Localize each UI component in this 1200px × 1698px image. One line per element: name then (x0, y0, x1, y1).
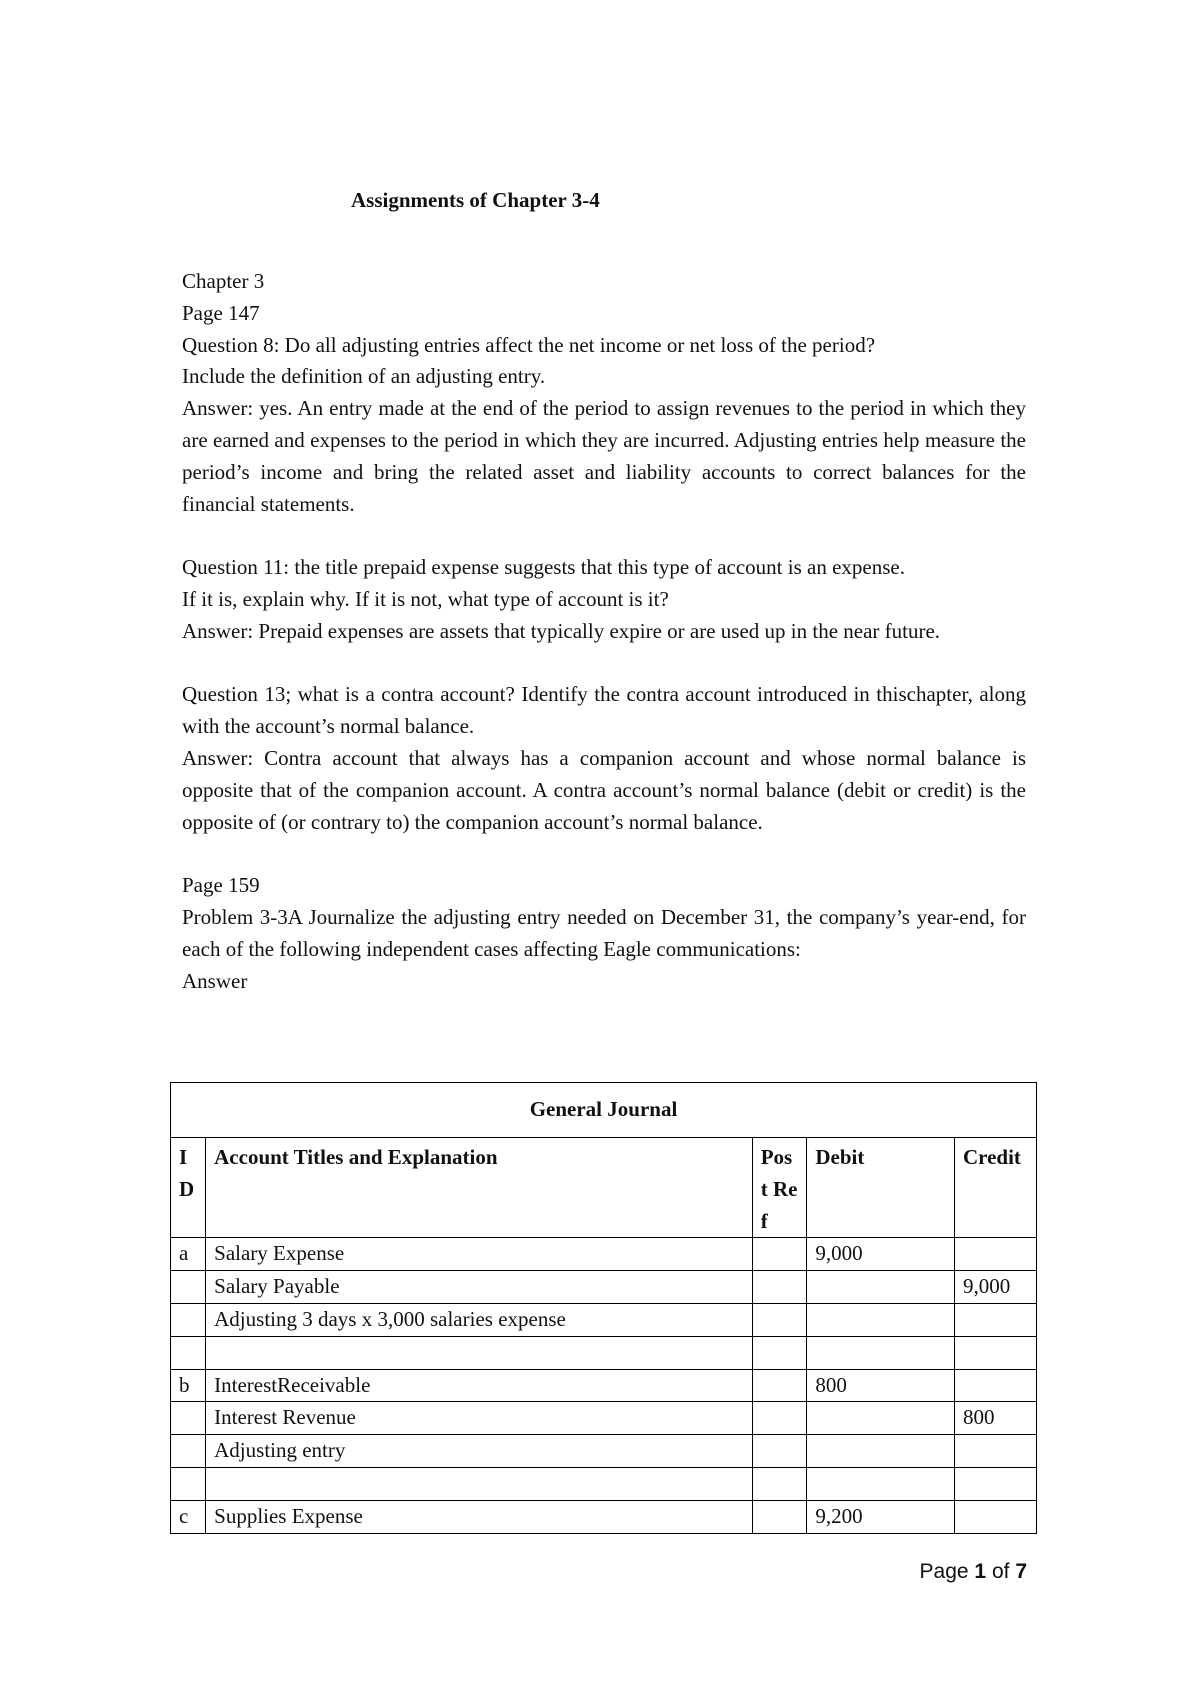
table-row (171, 1238, 1037, 1271)
table-row (171, 1435, 1037, 1468)
cell-debit: 9,000 (807, 1238, 955, 1271)
question-11-line2: If it is, explain why. If it is not, what type of account is it? (182, 586, 669, 611)
cell-id (171, 1467, 206, 1500)
cell-post-ref (752, 1238, 807, 1271)
answer-label: Answer (182, 968, 248, 993)
cell-credit (954, 1238, 1036, 1271)
table-row (171, 1336, 1037, 1369)
cell-id (171, 1336, 206, 1369)
page-word: Page (919, 1560, 969, 1583)
cell-credit (954, 1435, 1036, 1468)
column-header-debit: Debit (807, 1138, 955, 1238)
cell-id (171, 1435, 206, 1468)
cell-post-ref (752, 1271, 807, 1304)
document-title: Assignments of Chapter 3-4 (351, 188, 600, 212)
cell-id (171, 1402, 206, 1435)
total-page-count: 7 (1015, 1560, 1027, 1583)
cell-account: Salary Payable (206, 1271, 753, 1304)
answer-11: Answer: Prepaid expenses are assets that typically expire or are used up in the near future. (182, 618, 941, 643)
table-row (171, 1369, 1037, 1402)
cell-post-ref (752, 1467, 807, 1500)
table-row (171, 1303, 1037, 1336)
cell-id: c (171, 1500, 206, 1533)
question-11-line1: Question 11: the title prepaid expense suggests that this type of account is an expense. (182, 555, 905, 580)
cell-post-ref (752, 1402, 807, 1435)
question-13: Question 13; what is a contra account? Identify the contra account introduced in thischapter, along with the account’s normal balance. (182, 682, 1026, 739)
answer-13: Answer: Contra account that always has a companion account and whose normal balance is opposite that of the companion account. A contra account’s normal balance (debit or credit) is the opposite of (or contrary to) the companion account’s normal balance. (182, 745, 1026, 834)
table-row (171, 1402, 1037, 1435)
table-row (171, 1467, 1037, 1500)
journal-title: General Journal (171, 1083, 1037, 1138)
column-header-id: ID (171, 1138, 206, 1238)
cell-post-ref (752, 1336, 807, 1369)
of-word: of (991, 1560, 1010, 1583)
cell-debit (807, 1435, 955, 1468)
cell-account: Adjusting 3 days x 3,000 salaries expense (206, 1303, 753, 1336)
cell-credit (954, 1336, 1036, 1369)
cell-debit (807, 1336, 955, 1369)
cell-credit (954, 1467, 1036, 1500)
chapter-heading: Chapter 3 (182, 269, 265, 293)
cell-post-ref (752, 1369, 807, 1402)
general-journal-table (170, 1082, 1037, 1534)
document-body (182, 266, 1026, 997)
cell-id (171, 1271, 206, 1304)
column-header-credit: Credit (954, 1138, 1036, 1238)
cell-debit: 800 (807, 1369, 955, 1402)
table-row (171, 1271, 1037, 1304)
cell-account: Salary Expense (206, 1238, 753, 1271)
cell-debit (807, 1271, 955, 1304)
cell-post-ref (752, 1303, 807, 1336)
cell-post-ref (752, 1500, 807, 1533)
cell-account (206, 1467, 753, 1500)
page-reference: Page 159 (182, 873, 260, 898)
cell-id: a (171, 1238, 206, 1271)
cell-account (206, 1336, 753, 1369)
page-reference: Page 147 (182, 300, 260, 325)
cell-debit: 9,200 (807, 1500, 955, 1533)
cell-account: Adjusting entry (206, 1435, 753, 1468)
spacer (182, 838, 1026, 870)
cell-credit: 800 (954, 1402, 1036, 1435)
table-row (171, 1500, 1037, 1533)
answer-8: Answer: yes. An entry made at the end of the period to assign revenues to the period in which they are earned and expenses to the period in which they are incurred. Adjusting entries help measure the period’s income and bring the related asset and liability accounts to correct balances for the financial statements. (182, 396, 1026, 516)
cell-debit (807, 1303, 955, 1336)
cell-credit: 9,000 (954, 1271, 1036, 1304)
column-header-account: Account Titles and Explanation (206, 1138, 753, 1238)
cell-credit (954, 1500, 1036, 1533)
problem-statement: Problem 3-3A Journalize the adjusting entry needed on December 31, the company’s year-end, for each of the following independent cases affecting Eagle communications: (182, 904, 1026, 961)
question-8-line1: Question 8: Do all adjusting entries affect the net income or net loss of the period? (182, 332, 876, 357)
cell-debit (807, 1402, 955, 1435)
current-page-number: 1 (974, 1560, 987, 1583)
cell-credit (954, 1369, 1036, 1402)
column-header-post-ref: Post Ref (752, 1138, 807, 1238)
question-8-line2: Include the definition of an adjusting entry. (182, 364, 546, 389)
cell-account: Supplies Expense (206, 1500, 753, 1533)
page-footer (920, 1560, 1027, 1584)
spacer (182, 520, 1026, 552)
cell-id (171, 1303, 206, 1336)
cell-id: b (171, 1369, 206, 1402)
cell-account: Interest Revenue (206, 1402, 753, 1435)
cell-account: InterestReceivable (206, 1369, 753, 1402)
cell-credit (954, 1303, 1036, 1336)
cell-post-ref (752, 1435, 807, 1468)
spacer (182, 648, 1026, 680)
cell-debit (807, 1467, 955, 1500)
